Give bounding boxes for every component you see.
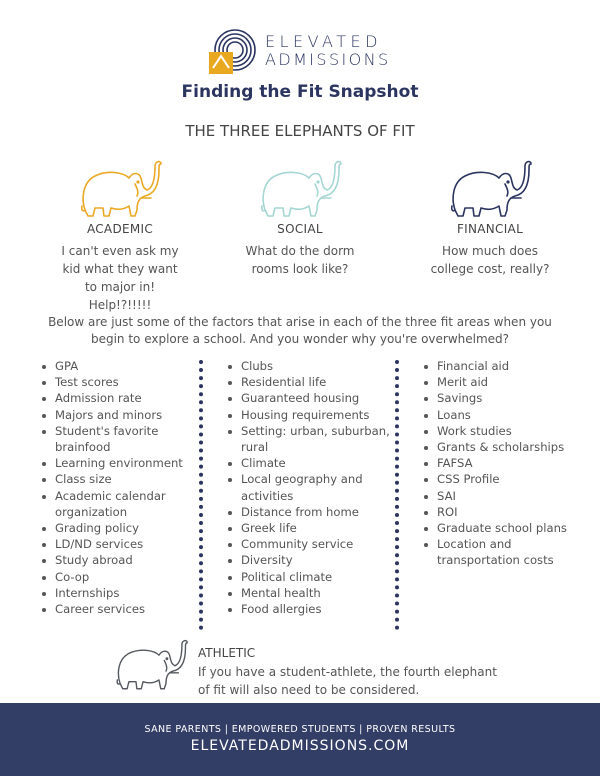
factor-item: Distance from home [226,504,394,520]
factor-item: Graduate school plans [422,520,582,536]
intro-text: Below are just some of the factors that arise in each of the three fit areas when you begin to explore a school. And you wonder why you're overwhelmed? [48,315,552,346]
footer-tagline: SANE PARENTS | EMPOWERED STUDENTS | PROVEN RESULTS [144,724,456,735]
factor-item: GPA [40,358,198,374]
factor-item: Loans [422,407,582,423]
factor-item: Location and transportation costs [422,536,582,568]
elephant-text: What do the dorm rooms look like? [245,244,355,276]
factor-item: Merit aid [422,374,582,390]
factor-item: FAFSA [422,455,582,471]
factor-item: Food allergies [226,601,394,617]
factor-item: Career services [40,601,198,617]
elephant-label: FINANCIAL [456,222,524,236]
brand-name [265,33,391,69]
factor-item: Co-op [40,569,198,585]
factor-item: Internships [40,585,198,601]
elephant-athletic-icon [113,636,189,692]
factor-item: Admission rate [40,390,198,406]
column-divider [199,360,203,630]
factor-item: Setting: urban, suburban, rural [226,423,394,455]
athletic-label: ATHLETIC [198,646,256,660]
factor-item: Grading policy [40,520,198,536]
footer-url: ELEVATEDADMISSIONS.COM [190,738,410,754]
factor-item: Grants & scholarships [422,439,582,455]
factor-item: Housing requirements [226,407,394,423]
elephant-social [200,158,400,278]
factor-item: Student's favorite brainfood [40,423,198,455]
factor-item: ROI [422,504,582,520]
factor-item: Residential life [226,374,394,390]
factor-item: CSS Profile [422,471,582,487]
elephant-icon [77,158,163,218]
footer [0,703,600,776]
factor-item: Clubs [226,358,394,374]
academic-factors-list [40,358,198,617]
factor-item: Class size [40,471,198,487]
elephant-academic [20,158,220,314]
factor-item: Local geography and activities [226,471,394,503]
social-factors-list [226,358,394,617]
elephant-label: SOCIAL [277,222,323,236]
elephant-text: How much does college cost, really? [430,244,550,276]
factor-item: Diversity [226,552,394,568]
factor-item: SAI [422,488,582,504]
factor-item: Study abroad [40,552,198,568]
brand-line1: ELEVATED [265,32,382,51]
brand-line2: ADMISSIONS [265,50,391,69]
financial-factors-list [422,358,582,569]
factor-item: Climate [226,455,394,471]
factor-item: LD/ND services [40,536,198,552]
column-divider [395,360,399,630]
elephant-financial [390,158,590,278]
page-title: Finding the Fit Snapshot [181,82,419,102]
logo [207,28,257,76]
section-title: THE THREE ELEPHANTS OF FIT [185,122,415,140]
factor-item: Savings [422,390,582,406]
factor-item: Mental health [226,585,394,601]
factor-item: Financial aid [422,358,582,374]
factor-item: Learning environment [40,455,198,471]
factor-item: Academic calendar organization [40,488,198,520]
factor-item: Test scores [40,374,198,390]
factor-item: Guaranteed housing [226,390,394,406]
elephant-icon [447,158,533,218]
factor-item: Greek life [226,520,394,536]
factor-item: Community service [226,536,394,552]
elephant-label: ACADEMIC [86,222,154,236]
athletic-text: If you have a student-athlete, the fourth elephant of fit will also need to be considered. [198,665,497,697]
factor-item: Majors and minors [40,407,198,423]
elephant-text: I can't even ask my kid what they want to major in! Help!?!!!!! [61,244,179,312]
factor-item: Work studies [422,423,582,439]
factor-item: Political climate [226,569,394,585]
elephant-icon [257,158,343,218]
